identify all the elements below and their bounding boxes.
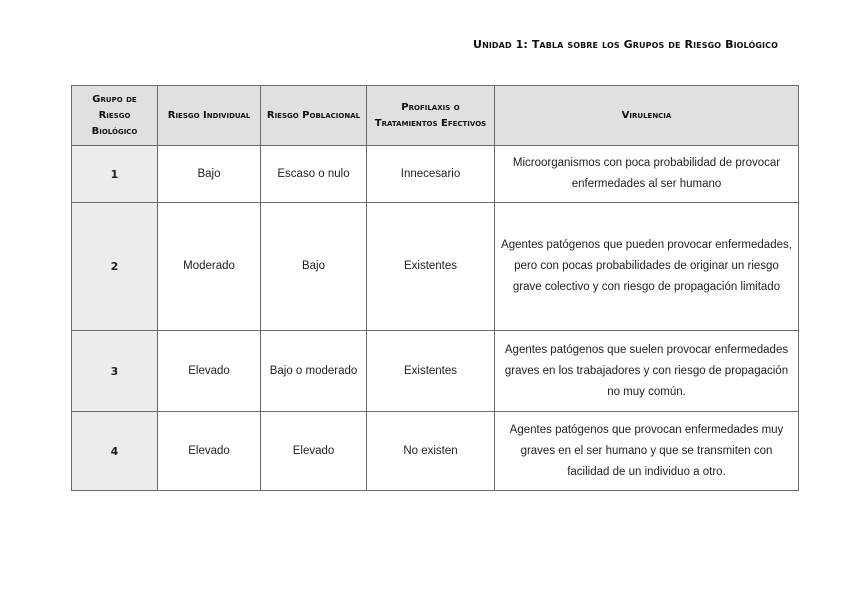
column-header-individual-risk: Riesgo Individual	[158, 86, 261, 146]
population-risk-cell: Escaso o nulo	[261, 146, 367, 203]
table-row	[72, 203, 799, 331]
group-cell: 2	[72, 203, 158, 331]
group-cell: 1	[72, 146, 158, 203]
table-header-row	[72, 86, 799, 146]
individual-risk-cell: Elevado	[158, 331, 261, 412]
virulence-cell: Agentes patógenos que pueden provocar enfermedades, pero con pocas probabilidades de originar un riesgo grave colectivo y con riesgo de propagación limitado	[495, 203, 799, 331]
prophylaxis-cell: Existentes	[367, 331, 495, 412]
column-header-virulence: Virulencia	[495, 86, 799, 146]
column-header-prophylaxis: Profilaxis o Tratamientos Efectivos	[367, 86, 495, 146]
prophylaxis-cell: Existentes	[367, 203, 495, 331]
biological-risk-table	[71, 85, 799, 491]
column-header-group: Grupo de Riesgo Biológico	[72, 86, 158, 146]
prophylaxis-cell: No existen	[367, 412, 495, 491]
column-header-population-risk: Riesgo Poblacional	[261, 86, 367, 146]
population-risk-cell: Bajo o moderado	[261, 331, 367, 412]
group-cell: 4	[72, 412, 158, 491]
individual-risk-cell: Elevado	[158, 412, 261, 491]
population-risk-cell: Bajo	[261, 203, 367, 331]
population-risk-cell: Elevado	[261, 412, 367, 491]
page-title: Unidad 1: Tabla sobre los Grupos de Riesgo Biológico	[473, 38, 778, 51]
table-row	[72, 412, 799, 491]
group-cell: 3	[72, 331, 158, 412]
virulence-cell: Microorganismos con poca probabilidad de provocar enfermedades al ser humano	[495, 146, 799, 203]
individual-risk-cell: Moderado	[158, 203, 261, 331]
prophylaxis-cell: Innecesario	[367, 146, 495, 203]
table-row	[72, 331, 799, 412]
virulence-cell: Agentes patógenos que suelen provocar enfermedades graves en los trabajadores y con riesgo de propagación no muy común.	[495, 331, 799, 412]
virulence-cell: Agentes patógenos que provocan enfermedades muy graves en el ser humano y que se transmiten con facilidad de un individuo a otro.	[495, 412, 799, 491]
table-row	[72, 146, 799, 203]
individual-risk-cell: Bajo	[158, 146, 261, 203]
